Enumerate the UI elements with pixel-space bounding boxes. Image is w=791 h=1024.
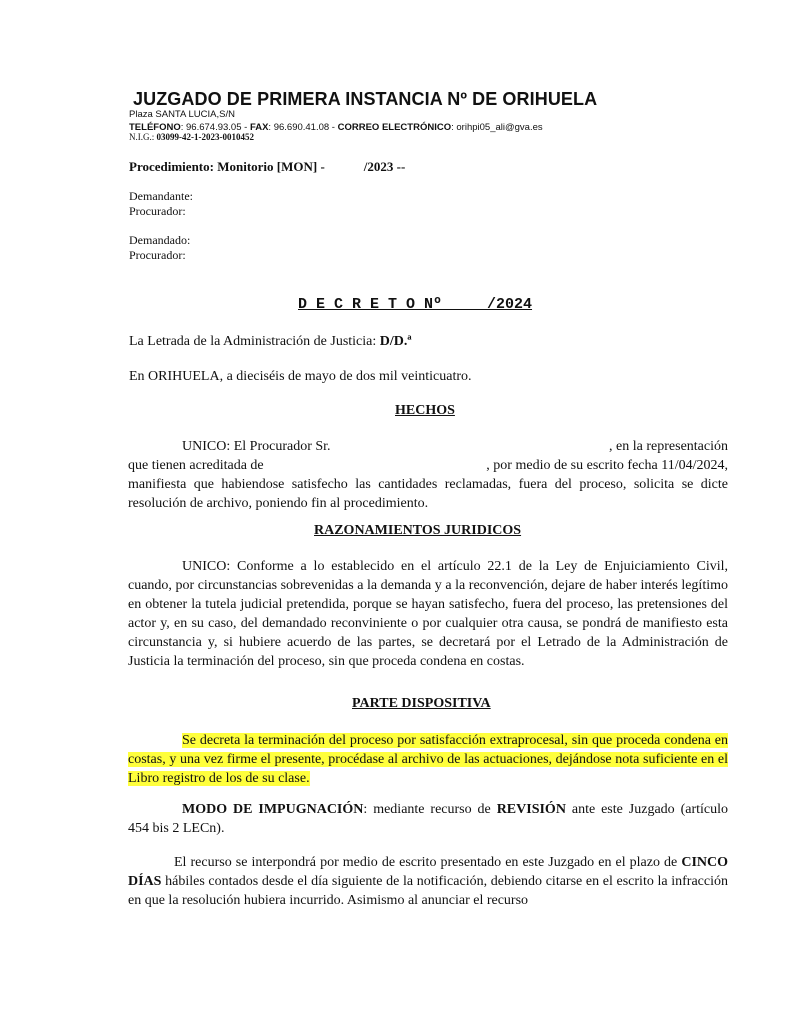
razonamientos-paragraph: [128, 557, 728, 671]
party-defendant: [129, 233, 190, 262]
impugnacion-text-2: ante este Juzgado (artículo 454 bis 2 LECn).: [128, 802, 728, 836]
hechos-text-3: que tienen acreditada de: [128, 458, 264, 473]
hechos-paragraph: [128, 437, 728, 513]
dispositiva-paragraph: [128, 731, 728, 788]
razonamientos-text: UNICO: Conforme a lo establecido en el artículo 22.1 de la Ley de Enjuiciamiento Civil, cuando, por circunstancias sobrevenidas a la demanda y a la reconvención, dejare de haber interés legítimo en obtener la tutela judicial pretendida, porque se hayan satisfecho, fuera del proceso, las pretensiones del actor y, en su caso, del demandado reconviniente o por cualquier otra causa, se pondrá de manifiesto esta circunstancia y, si hubiere acuerdo de las partes, se decretará por el Letrado de la Administración de Justicia la terminación del proceso, sin que proceda condena en costas.: [128, 559, 728, 669]
recurso-paragraph: [128, 853, 728, 910]
nig-label: N.I.G.:: [129, 132, 157, 142]
impugnacion-paragraph: [128, 800, 728, 838]
procurador-label-2: Procurador:: [129, 247, 186, 262]
fax-value: : 96.690.41.08 -: [268, 122, 338, 133]
hechos-line-1: [128, 437, 728, 456]
impugnacion-text-1: : mediante recurso de: [363, 802, 497, 817]
letrada-prefix: La Letrada de la Administración de Justicia:: [129, 334, 380, 349]
hechos-text-4: , por medio de su escrito fecha 11/04/2024,: [486, 458, 728, 473]
court-address: Plaza SANTA LUCIA,S/N: [129, 109, 235, 120]
cinco-dias-bold: CINCO DÍAS: [128, 855, 728, 889]
letrada-bold: D/D.ª: [379, 334, 412, 349]
telefono-value: : 96.674.93.05 -: [180, 122, 250, 133]
demandante-label: Demandante:: [129, 189, 193, 203]
demandado-label: Demandado:: [129, 233, 191, 247]
hechos-line-2: [128, 456, 728, 475]
hechos-text-1: UNICO: El Procurador Sr.: [182, 439, 331, 454]
procedure-line: Procedimiento: Monitorio [MON] - /2023 --: [129, 159, 406, 174]
hechos-heading: HECHOS: [395, 403, 455, 418]
correo-value: : orihpi05_ali@gva.es: [451, 122, 543, 133]
hechos-text-5: manifiesta que habiendose satisfecho las cantidades reclamadas, fuera del proceso, solicita se dicte resolución de archivo, poniendo fin al procedimiento.: [128, 477, 728, 511]
letrada-line: [129, 334, 412, 350]
dispositiva-text-highlighted: Se decreta la terminación del proceso por satisfacción extraprocesal, sin que proceda condena en costas, y una vez firme el presente, procédase al archivo de las actuaciones, dejándose nota suficiente en el Libro registro de los de su clase.: [128, 733, 728, 786]
recurso-text-2: hábiles contados desde el día siguiente de la notificación, debiendo citarse en el escrito la infracción en que la resolución hubiera incurrido. Asimismo al anunciar el recurso: [128, 874, 728, 908]
revision-bold: REVISIÓN: [496, 802, 566, 817]
fax-label: FAX: [249, 122, 269, 133]
nig-value: 03099-42-1-2023-0010452: [156, 132, 254, 142]
procurador-label-1: Procurador:: [129, 203, 186, 218]
razonamientos-heading: RAZONAMIENTOS JURIDICOS: [314, 523, 522, 538]
impugnacion-label: MODO DE IMPUGNACIÓN: [182, 802, 364, 817]
decree-title: D E C R E T O Nº /2024: [298, 296, 533, 313]
correo-label: CORREO ELECTRÓNICO: [337, 122, 452, 133]
party-plaintiff: [129, 189, 193, 218]
dispositiva-heading: PARTE DISPOSITIVA: [352, 696, 491, 711]
court-title: JUZGADO DE PRIMERA INSTANCIA Nº DE ORIHUELA: [133, 89, 598, 109]
nig-line: [129, 132, 254, 142]
recurso-text-1: El recurso se interpondrá por medio de escrito presentado en este Juzgado en el plazo de: [174, 855, 682, 870]
date-line: En ORIHUELA, a dieciséis de mayo de dos mil veinticuatro.: [129, 369, 472, 384]
telefono-label: TELÉFONO: [129, 122, 181, 133]
hechos-text-2: , en la representación: [609, 439, 728, 454]
